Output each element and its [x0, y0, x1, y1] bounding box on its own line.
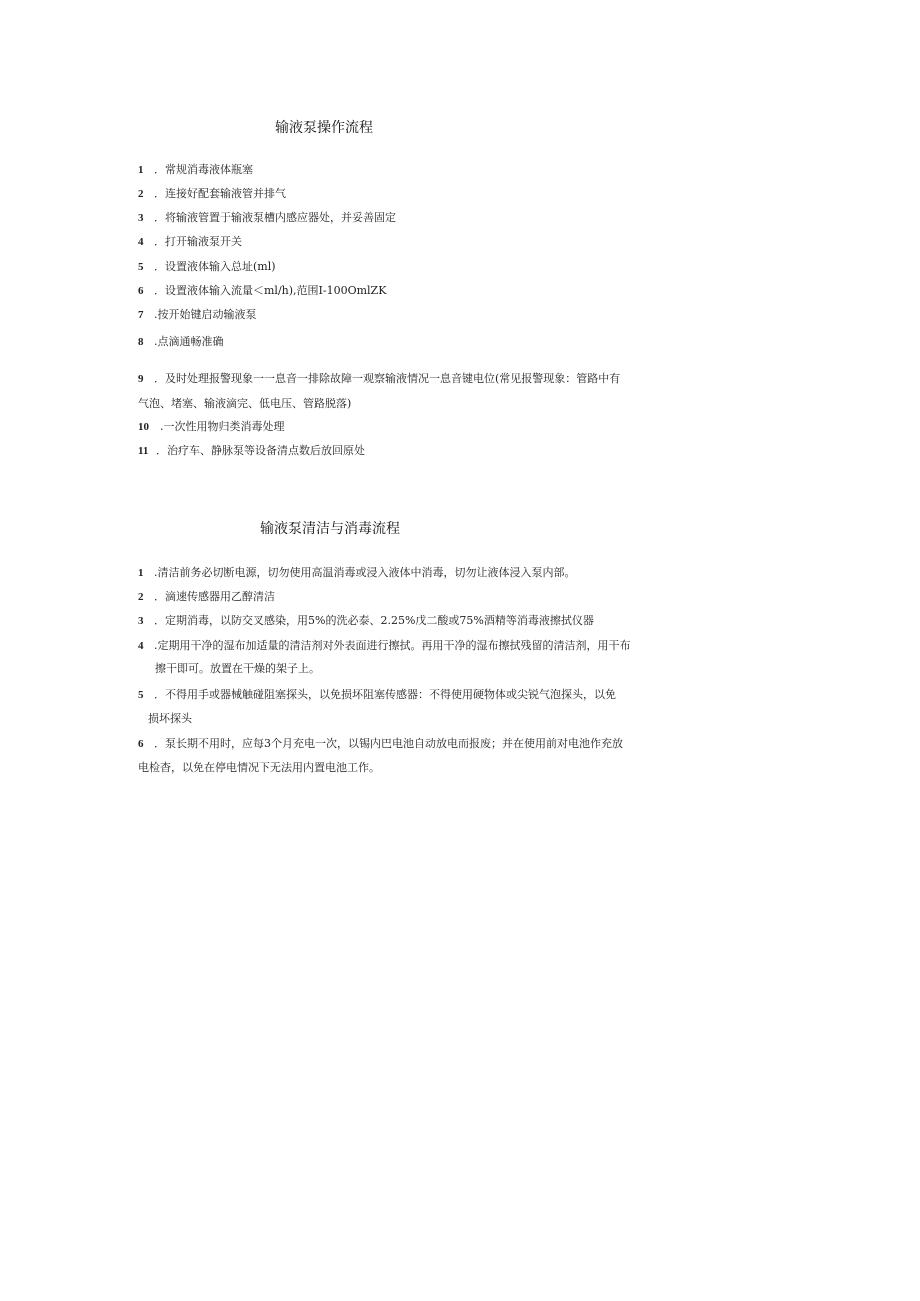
- item-text: .定期用干净的湿布加适量的清洁剂对外表面进行擦拭。再用干净的湿布擦拭残留的清洁剂，用干布: [154, 639, 631, 652]
- item-text: ．不得用手或器械触碰阻塞探头，以免损坏阻塞传感器：不得使用硬物体或尖锐气泡探头，以免: [154, 688, 616, 701]
- item-number: 4: [138, 236, 144, 248]
- item-number: 8: [138, 336, 144, 348]
- item-number: 11: [138, 445, 149, 457]
- item-number: 5: [138, 689, 144, 701]
- item-text-continuation: 损坏探头: [148, 712, 192, 725]
- list-item: [138, 420, 285, 434]
- list-item: [138, 163, 253, 177]
- item-number: 4: [138, 640, 144, 652]
- item-text: .一次性用物归类消毒处理: [160, 420, 285, 433]
- item-number: 1: [138, 164, 144, 176]
- list-item: [138, 737, 623, 751]
- list-item: [138, 235, 242, 249]
- list-item: [138, 211, 396, 225]
- item-number: 3: [138, 615, 144, 627]
- list-item: [138, 590, 275, 604]
- list-item: [138, 372, 620, 386]
- item-text: ．连接好配套输液管并排气: [154, 187, 286, 200]
- item-text-continuation: 电检杳，以免在停电情况下无法用内置电池工作。: [138, 761, 380, 774]
- item-text: .点滴通畅准确: [154, 335, 224, 348]
- list-item: [138, 260, 276, 274]
- item-number: 10: [138, 421, 149, 433]
- list-item: [138, 187, 286, 201]
- item-number: 6: [138, 738, 144, 750]
- item-number: 5: [138, 261, 144, 273]
- list-item: [138, 284, 386, 298]
- section1-title: 输液泵操作流程: [275, 120, 373, 136]
- list-item: [138, 308, 257, 322]
- item-number: 3: [138, 212, 144, 224]
- item-number: 6: [138, 285, 144, 297]
- list-item: [138, 335, 224, 349]
- item-text: ．及时处理报警现象一一息音一排除故障一观察输液情况一息音键电位(常见报警现象：管路中有: [154, 372, 621, 385]
- list-item: [138, 444, 365, 458]
- list-item: [138, 566, 576, 580]
- item-text: ．定期消毒，以防交叉感染，用5%的洗必泰、2.25%戊二酸或75%酒精等消毒液擦拭仪器: [154, 614, 594, 627]
- item-text: ．泵长期不用时，应每3个月充电一次，以锡内巴电池自动放电而报废；并在使用前对电池作充放: [154, 737, 623, 750]
- item-text: ．设置液体输入流量＜ml∕h),范围I-100OmlZK: [154, 284, 387, 297]
- item-text: ．滴速传感器用乙醇清洁: [154, 590, 275, 603]
- item-text: ．打开输液泵开关: [154, 235, 242, 248]
- item-number: 1: [138, 567, 144, 579]
- item-text-continuation: 气泡、堵塞、输液滴完、低电压、管路脱落): [138, 397, 352, 410]
- section2-title: 输液泵清洁与消毒流程: [260, 521, 400, 537]
- item-text-continuation: 擦干即可。放置在干燥的架子上。: [155, 662, 320, 675]
- item-text: ．将输液管置于输液泵槽内感应器处，并妥善固定: [154, 211, 396, 224]
- item-text: ．常规消毒液体瓶塞: [154, 163, 253, 176]
- list-item: [138, 688, 616, 702]
- item-text: ．设置液体输入总址(ml): [154, 260, 276, 273]
- item-text: ．治疗车、静脉泵等设备清点数后放回原处: [156, 444, 365, 457]
- list-item: [138, 614, 594, 628]
- item-number: 9: [138, 373, 144, 385]
- item-text: .清洁前务必切断电源，切勿使用高温消毒或浸入液体中消毒，切勿让液体浸入泵内部。: [154, 566, 576, 579]
- list-item: [138, 639, 631, 653]
- item-number: 7: [138, 309, 144, 321]
- item-number: 2: [138, 591, 144, 603]
- item-text: .按开始键启动输液泵: [154, 308, 257, 321]
- item-number: 2: [138, 188, 144, 200]
